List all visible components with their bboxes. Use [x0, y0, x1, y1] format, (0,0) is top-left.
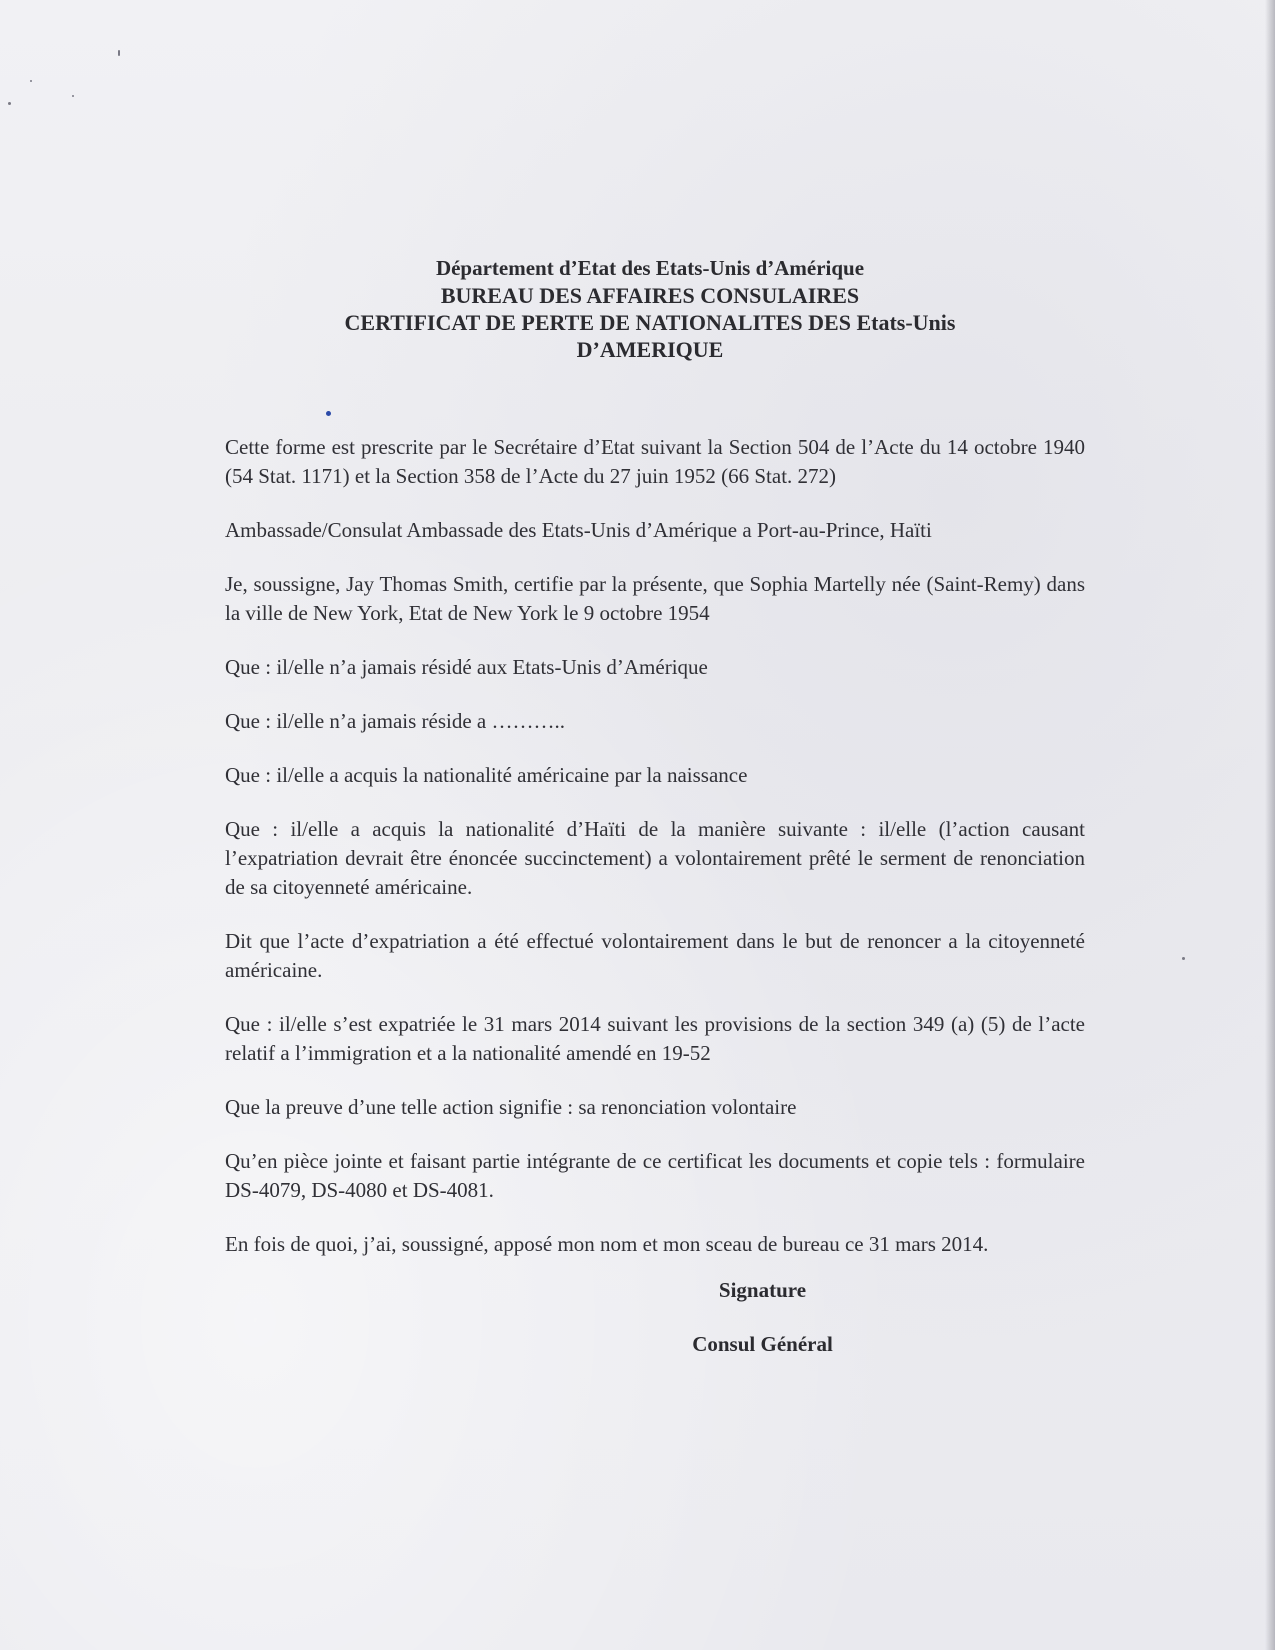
- paragraph-closing: En fois de quoi, j’ai, soussigné, apposé mon nom et mon sceau de bureau ce 31 mars 2014.: [225, 1232, 989, 1256]
- header-department: Département d’Etat des Etats-Unis d’Amérique: [435, 256, 865, 280]
- header-certificate-title: CERTIFICAT DE PERTE DE NATIONALITES DES Etats-Unis: [344, 310, 956, 335]
- ink-mark: [326, 411, 331, 416]
- scan-edge-shadow: [1265, 0, 1275, 1650]
- scan-speck: [1182, 957, 1185, 960]
- header-certificate-title-cont: D’AMERIQUE: [576, 337, 724, 362]
- paragraph-proof: Que la preuve d’une telle action signifie : sa renonciation volontaire: [225, 1095, 797, 1119]
- scan-speck: [118, 50, 120, 56]
- document-body: [225, 433, 1085, 1259]
- header-bureau: BUREAU DES AFFAIRES CONSULAIRES: [440, 283, 860, 308]
- paragraph-never-resided: Que : il/elle n’a jamais réside a ………..: [225, 709, 565, 733]
- paragraph-embassy: Ambassade/Consulat Ambassade des Etats-Unis d’Amérique a Port-au-Prince, Haïti: [225, 518, 932, 542]
- paragraph-attachments: Qu’en pièce jointe et faisant partie intégrante de ce certificat les documents et copie tels : formulaire DS-4079, DS-4080 et DS-4081.: [225, 1149, 1085, 1202]
- paragraph-acquired-american: Que : il/elle a acquis la nationalité américaine par la naissance: [225, 763, 748, 787]
- signatory-title: Consul Général: [692, 1332, 833, 1356]
- paragraph-voluntary-act: Dit que l’acte d’expatriation a été effectué volontairement dans le but de renoncer a la citoyenneté américaine.: [225, 929, 1085, 982]
- paragraph-certification: Je, soussigne, Jay Thomas Smith, certifie par la présente, que Sophia Martelly née (Saint-Remy) dans la ville de New York, Etat de New York le 9 octobre 1954: [225, 572, 1085, 625]
- scan-speck: [30, 80, 32, 82]
- paragraph-acquired-haiti: Que : il/elle a acquis la nationalité d’Haïti de la manière suivante : il/elle (l’action causant l’expatriation devrait être énoncée succinctement) a volontairement prêté le serment de renonciation de sa citoyenneté américaine.: [225, 817, 1085, 899]
- scan-speck: [72, 95, 74, 97]
- paragraph-never-resided-us: Que : il/elle n’a jamais résidé aux Etats-Unis d’Amérique: [225, 655, 708, 679]
- signature-label: Signature: [718, 1278, 807, 1302]
- document-header: [290, 255, 1010, 363]
- paragraph-expatriation-date: Que : il/elle s’est expatriée le 31 mars 2014 suivant les provisions de la section 349 (a) (5) de l’acte relatif a l’immigration et a la nationalité amendé en 19-52: [225, 1012, 1085, 1065]
- paragraph-legal-basis: Cette forme est prescrite par le Secrétaire d’Etat suivant la Section 504 de l’Acte du 14 octobre 1940 (54 Stat. 1171) et la Section 358 de l’Acte du 27 juin 1952 (66 Stat. 272): [225, 435, 1085, 488]
- scan-speck: [8, 102, 11, 105]
